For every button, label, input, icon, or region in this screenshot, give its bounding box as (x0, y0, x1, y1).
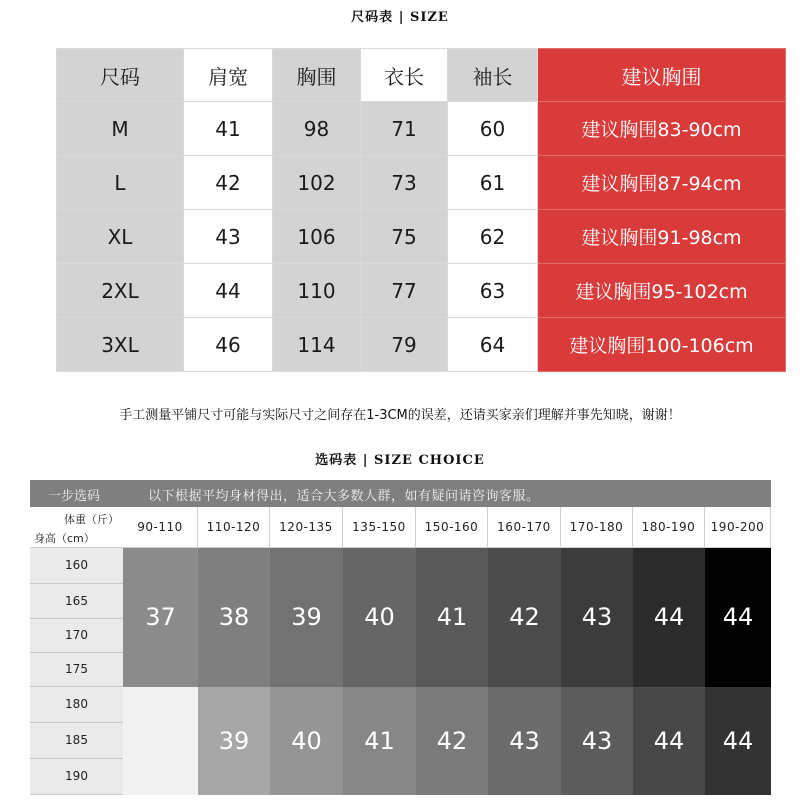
step-label: 一步选码 (48, 489, 101, 504)
choice-header-bar (30, 480, 771, 507)
size-table-row (57, 264, 786, 318)
weight-axis-label: 体重（斤） (64, 513, 119, 526)
recommended-size-cell: 40 (343, 548, 416, 687)
size-table-cell: 60 (448, 102, 538, 156)
size-table-cell: XL (57, 210, 184, 264)
size-table-cell: L (57, 156, 184, 210)
size-table-cell: 79 (361, 318, 448, 372)
size-table-header-row (57, 49, 786, 102)
suggested-chest-cell: 建议胸围95-102cm (538, 264, 786, 318)
suggested-chest-cell: 建议胸围83-90cm (538, 102, 786, 156)
size-table (56, 48, 786, 372)
recommended-size-cell: 37 (123, 548, 198, 687)
suggested-chest-cell: 建议胸围91-98cm (538, 210, 786, 264)
size-table-cell: 41 (184, 102, 273, 156)
size-table-cell: 44 (184, 264, 273, 318)
height-row-label: 170 (30, 619, 124, 653)
size-table-cell: 102 (273, 156, 361, 210)
weight-range-header: 170-180 (561, 507, 633, 548)
weight-range-header: 135-150 (343, 507, 416, 548)
size-table-header-cell: 袖长 (448, 49, 538, 102)
size-table-cell: 2XL (57, 264, 184, 318)
weight-range-header: 180-190 (633, 507, 705, 548)
weight-range-header: 90-110 (123, 507, 198, 548)
size-table-cell: 46 (184, 318, 273, 372)
recommended-size-cell (123, 687, 198, 795)
size-table-header-cell: 胸围 (273, 49, 361, 102)
weight-range-header: 150-160 (416, 507, 488, 548)
size-table-cell: 3XL (57, 318, 184, 372)
recommended-size-cell: 43 (561, 687, 633, 795)
size-table-cell: 73 (361, 156, 448, 210)
suggested-chest-cell: 建议胸围100-106cm (538, 318, 786, 372)
weight-range-header: 110-120 (198, 507, 270, 548)
height-row-label: 185 (30, 723, 124, 759)
height-row-label: 175 (30, 653, 124, 687)
recommended-size-cell: 39 (270, 548, 343, 687)
recommended-size-cell: 42 (488, 548, 561, 687)
weight-range-header: 190-200 (705, 507, 771, 548)
recommended-size-cell: 41 (416, 548, 488, 687)
recommended-size-cell: 44 (633, 687, 705, 795)
size-table-row (57, 318, 786, 372)
suggested-chest-cell: 建议胸围87-94cm (538, 156, 786, 210)
height-row-label: 180 (30, 687, 124, 723)
recommended-size-cell: 44 (705, 548, 771, 687)
size-choice-table (30, 480, 771, 795)
size-table-title: 尺码表 | SIZE (351, 10, 449, 25)
weight-range-header: 160-170 (488, 507, 561, 548)
size-table-cell: 75 (361, 210, 448, 264)
recommended-size-cell: 42 (416, 687, 488, 795)
choice-table-title: 选码表 | SIZE CHOICE (315, 453, 485, 468)
recommended-size-cell: 44 (633, 548, 705, 687)
recommended-size-cell: 40 (270, 687, 343, 795)
weight-range-header: 120-135 (270, 507, 343, 548)
size-table-header-cell: 尺码 (57, 49, 184, 102)
size-table-row (57, 102, 786, 156)
size-table-cell: 106 (273, 210, 361, 264)
size-table-cell: 98 (273, 102, 361, 156)
recommended-size-cell: 41 (343, 687, 416, 795)
size-table-row (57, 156, 786, 210)
size-table-cell: 63 (448, 264, 538, 318)
height-row-label: 190 (30, 759, 124, 795)
recommended-size-cell: 43 (488, 687, 561, 795)
size-table-cell: 77 (361, 264, 448, 318)
choice-description: 以下根据平均身材得出，适合大多数人群，如有疑问请咨询客服。 (148, 489, 540, 504)
measurement-note: 手工测量平铺尺寸可能与实际尺寸之间存在1-3CM的误差，还请买家亲们理解并事先知晓，谢谢！ (119, 408, 681, 423)
size-table-header-cell: 肩宽 (184, 49, 273, 102)
height-axis-label: 身高（cm） (34, 532, 95, 545)
size-table-cell: 61 (448, 156, 538, 210)
size-table-cell: 110 (273, 264, 361, 318)
size-table-cell: M (57, 102, 184, 156)
size-table-row (57, 210, 786, 264)
recommended-size-cell: 39 (198, 687, 270, 795)
size-table-cell: 114 (273, 318, 361, 372)
size-table-cell: 42 (184, 156, 273, 210)
size-table-cell: 64 (448, 318, 538, 372)
axis-corner-cell (30, 507, 124, 548)
size-table-cell: 62 (448, 210, 538, 264)
recommended-size-cell: 38 (198, 548, 270, 687)
size-table-cell: 43 (184, 210, 273, 264)
size-table-header-cell: 建议胸围 (538, 49, 786, 102)
recommended-size-cell: 43 (561, 548, 633, 687)
height-row-label: 160 (30, 548, 124, 584)
height-row-label: 165 (30, 584, 124, 619)
recommended-size-cell: 44 (705, 687, 771, 795)
size-table-cell: 71 (361, 102, 448, 156)
size-table-header-cell: 衣长 (361, 49, 448, 102)
